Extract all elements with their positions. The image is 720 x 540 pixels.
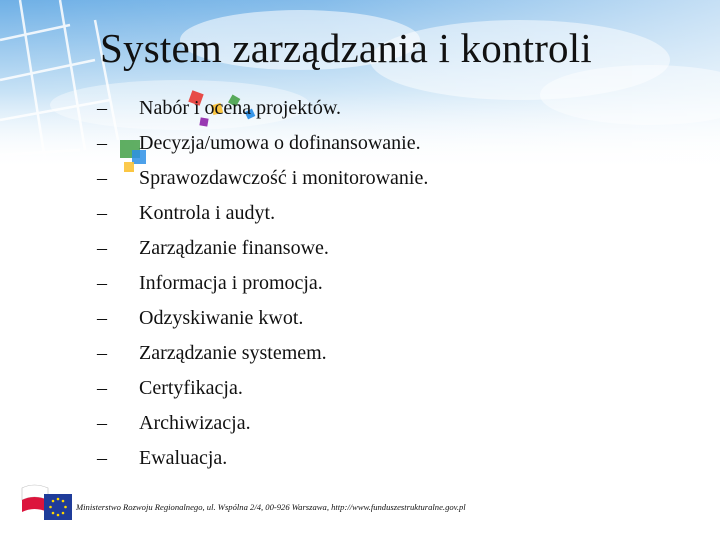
bullet-dash: – bbox=[97, 167, 107, 189]
footer-address: Ministerstwo Rozwoju Regionalnego, ul. Wspólna 2/4, 00-926 Warszawa, http://www.funduszestrukturalne.gov.pl bbox=[76, 502, 466, 512]
list-item-text: Zarządzanie systemem. bbox=[139, 342, 327, 364]
list-item-text: Odzyskiwanie kwot. bbox=[139, 307, 304, 329]
list-item-text: Informacja i promocja. bbox=[139, 272, 323, 294]
slide-title: System zarządzania i kontroli bbox=[100, 25, 592, 71]
list-item-text: Certyfikacja. bbox=[139, 377, 243, 399]
list-item-text: Zarządzanie finansowe. bbox=[139, 237, 329, 259]
list-item-text: Kontrola i audyt. bbox=[139, 202, 276, 224]
bullet-dash: – bbox=[97, 237, 107, 259]
bullet-dash: – bbox=[97, 202, 107, 224]
bullet-dash: – bbox=[97, 377, 107, 399]
list-item-text: Archiwizacja. bbox=[139, 412, 251, 434]
list-item-text: Sprawozdawczość i monitorowanie. bbox=[139, 167, 429, 189]
bullet-dash: – bbox=[97, 412, 107, 434]
bullet-dash: – bbox=[97, 97, 107, 119]
list-item-text: Decyzja/umowa o dofinansowanie. bbox=[139, 132, 421, 154]
list-item-text: Ewaluacja. bbox=[139, 447, 228, 469]
bullet-dash: – bbox=[97, 342, 107, 364]
bullet-dash: – bbox=[97, 132, 107, 154]
poland-eu-logo-icon bbox=[18, 480, 78, 525]
list-item-text: Nabór i ocena projektów. bbox=[139, 97, 341, 119]
bullet-dash: – bbox=[97, 272, 107, 294]
bullet-dash: – bbox=[97, 447, 107, 469]
bullet-dash: – bbox=[97, 307, 107, 329]
